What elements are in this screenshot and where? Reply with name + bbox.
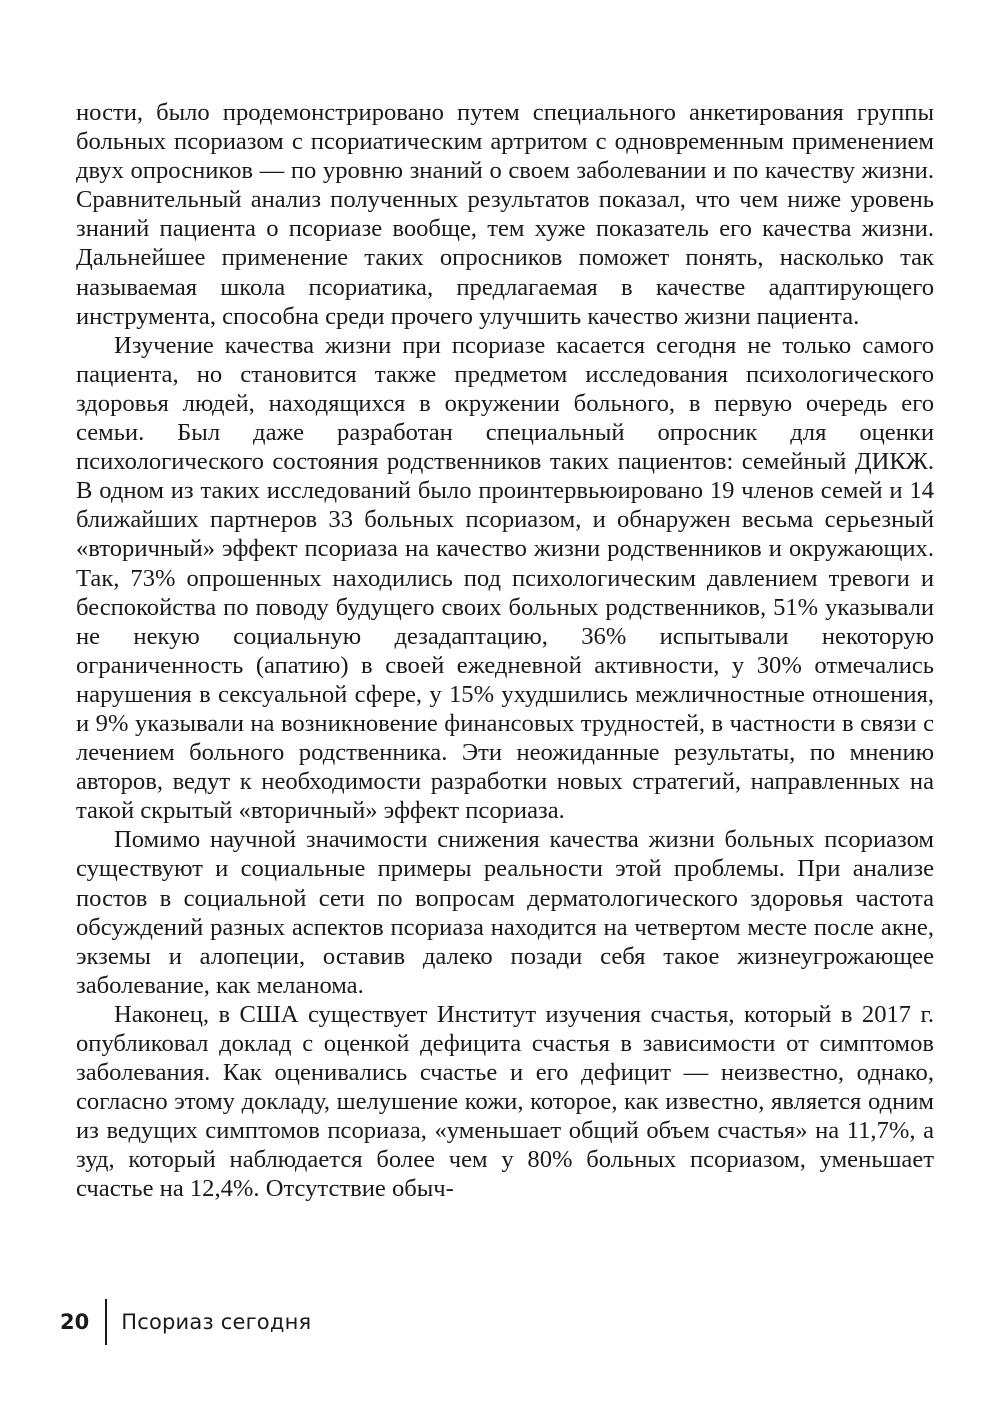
running-title: Псориаз сегодня — [121, 1310, 312, 1334]
paragraph-happiness-institute: Наконец, в США существует Институт изучения счастья, который в 2017 г. опубликовал доклад с оценкой дефицита счастья в зависимости от симптомов заболевания. Как оценивались счастье и его дефицит — неизвестно, однако, согласно этому докладу, шелушение кожи, которое, как известно, является одним из ведущих симптомов псориаза, «уменьшает общий объем счастья» на 11,7%, а зуд, который наблюдается более чем у 80% больных псориазом, уменьшает счастье на 12,4%. Отсутствие обыч- — [76, 1000, 934, 1203]
paragraph-social-media: Помимо научной значимости снижения качества жизни больных псориазом существуют и социальные примеры реальности этой проблемы. При анализе постов в социальной сети по вопросам дерматологического здоровья частота обсуждений разных аспектов псориаза находится на четвертом месте после акне, экземы и алопеции, оставив далеко позади себя такое жизнеугрожающее заболевание, как меланома. — [76, 826, 934, 999]
body-text — [76, 98, 934, 1204]
paragraph-family-quality-of-life: Изучение качества жизни при псориазе касается сегодня не только самого пациента, но становится также предметом исследования психологического здоровья людей, находящихся в окружении больного, в первую очередь его семьи. Был даже разработан специальный опросник для оценки психологического состояния родственников таких пациентов: семейный ДИКЖ. В одном из таких исследований было проинтервьюировано 19 членов семей и 14 ближайших партнеров 33 больных псориазом, и обнаружен весьма серьезный «вторичный» эффект псориаза на качество жизни родственников и окружающих. Так, 73% опрошенных находились под психологическим давлением тревоги и беспокойства по поводу будущего своих больных родственников, 51% указывали не некую социальную дезадаптацию, 36% испытывали некоторую ограниченность (апатию) в своей ежедневной активности, у 30% отмечались нарушения в сексуальной сфере, у 15% ухудшились межличностные отношения, и 9% указывали на возникновение финансовых трудностей, в частности в связи с лечением больного родственника. Эти неожиданные результаты, по мнению авторов, ведут к необходимости разработки новых стратегий, направленных на такой скрытый «вторичный» эффект псориаза. — [76, 331, 934, 825]
footer-divider — [105, 1299, 107, 1345]
page-number: 20 — [60, 1310, 90, 1334]
page-footer — [60, 1297, 311, 1347]
paragraph-continuation: ности, было продемонстрировано путем специального анкетирования группы больных псориазом с псориатическим артритом с одновременным применением двух опросников — по уровню знаний о своем заболевании и по качеству жизни. Сравнительный анализ полученных результатов показал, что чем ниже уровень знаний пациента о псориазе вообще, тем хуже показатель его качества жизни. Дальнейшее применение таких опросников поможет понять, насколько так называемая школа псориатика, предлагаемая в качестве адаптирующего инструмента, способна среди прочего улучшить качество жизни пациента. — [76, 99, 934, 330]
